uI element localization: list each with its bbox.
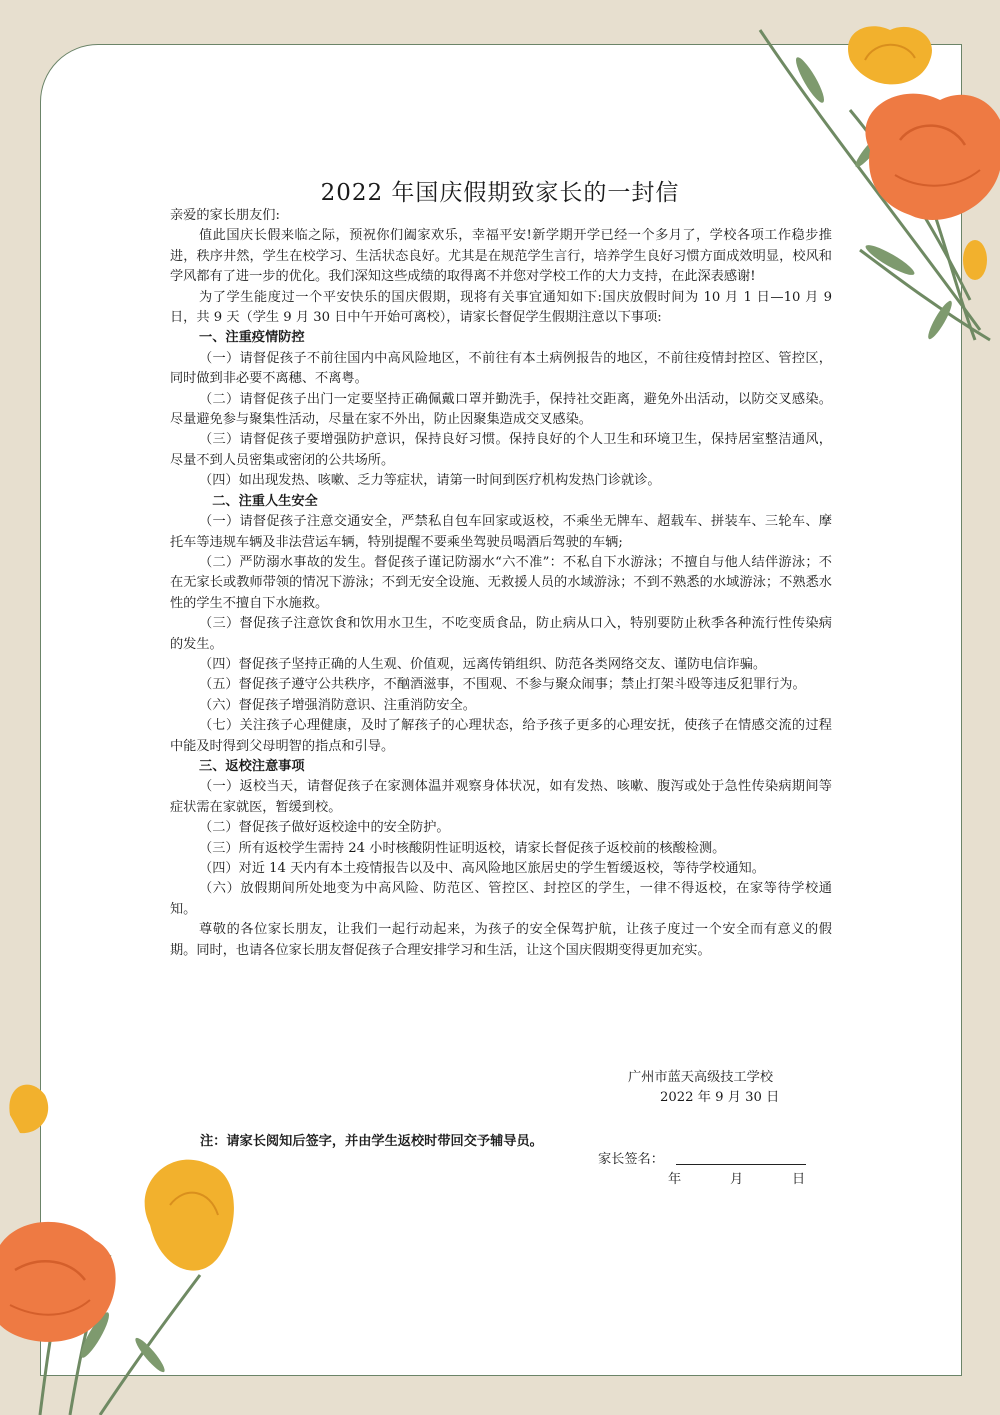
sign-day-label: 日: [792, 1172, 806, 1187]
school-name: 广州市蓝天高级技工学校: [628, 1070, 774, 1085]
sign-month-label: 月: [730, 1172, 744, 1187]
list-item: （六）督促孩子增强消防意识、注重消防安全。: [199, 697, 476, 713]
list-item: （一）返校当天，请督促孩子在家测体温并观察身体状况，如有发热、咳嗽、腹泻或处于急性传染病期间等症状需在家就医，暂缓到校。: [170, 779, 832, 815]
intro-paragraph: 值此国庆长假来临之际，预祝你们阖家欢乐，幸福平安!新学期开学已经一个多月了，学校各项工作稳步推进，秩序井然，学生在校学习、生活状态良好。尤其是在规范学生言行，培养学生良好习惯方面成效明显，校风和学风都有了进一步的优化。我们深知这些成绩的取得离不并您对学校工作的大力支持，在此深表感谢!: [170, 228, 832, 285]
sign-year-label: 年: [668, 1172, 682, 1187]
notice-paragraph: 为了学生能度过一个平安快乐的国庆假期，现将有关事宜通知如下:国庆放假时间为 10 月 1 日—10 月 9 日，共 9 天（学生 9 月 30 日中午开始可离校），请家长督促学生假期注意以下事项:: [170, 289, 832, 326]
list-item: （一）请督促孩子不前往国内中高风险地区，不前往有本土病例报告的地区，不前往疫情封控区、管控区，同时做到非必要不离穗、不离粤。: [170, 350, 832, 387]
section-heading-return: 三、返校注意事项: [199, 758, 305, 774]
list-item: （三）督促孩子注意饮食和饮用水卫生，不吃变质食品，防止病从口入，特别要防止秋季各种流行性传染病的发生。: [170, 616, 832, 652]
closing-paragraph: 尊敬的各位家长朋友，让我们一起行动起来，为孩子的安全保驾护航，让孩子度过一个安全而有意义的假期。同时，也请各位家长朋友督促孩子合理安排学习和生活，让这个国庆假期变得更加充实。: [170, 922, 832, 958]
list-item: （四）如出现发热、咳嗽、乏力等症状，请第一时间到医疗机构发热门诊就诊。: [199, 473, 661, 489]
letter-title: 2022 年国庆假期致家长的一封信: [320, 180, 680, 206]
letter-body: [170, 206, 832, 961]
list-item: （二）请督促孩子出门一定要坚持正确佩戴口罩并勤洗手，保持社交距离，避免外出活动，以防交叉感染。尽量避免参与聚集性活动，尽量在家不外出，防止因聚集造成交叉感染。: [170, 391, 832, 428]
list-item: （七）关注孩子心理健康，及时了解孩子的心理状态，给予孩子更多的心理安抚，使孩子在情感交流的过程中能及时得到父母明智的指点和引导。: [170, 718, 832, 754]
parent-signature-label: 家长签名：: [598, 1152, 664, 1167]
parent-signature-line[interactable]: [676, 1164, 806, 1165]
list-item: （六）放假期间所处地变为中高风险、防范区、管控区、封控区的学生，一律不得返校，在家等待学校通知。: [170, 881, 832, 917]
list-item: （四）对近 14 天内有本土疫情报告以及中、高风险地区旅居史的学生暂缓返校，等待学校通知。: [199, 861, 765, 876]
list-item: （五）督促孩子遵守公共秩序，不酗酒滋事，不围观、不参与聚众闹事；禁止打架斗殴等违反犯罪行为。: [199, 677, 806, 693]
greeting: 亲爱的家长朋友们:: [170, 208, 280, 223]
list-item: （二）督促孩子做好返校途中的安全防护。: [199, 820, 450, 836]
list-item: （三）所有返校学生需持 24 小时核酸阴性证明返校，请家长督促孩子返校前的核酸检测。: [199, 840, 726, 856]
return-note: 注：请家长阅知后签字，并由学生返校时带回交予辅导员。: [200, 1134, 543, 1149]
section-heading-epidemic: 一、注重疫情防控: [199, 330, 305, 346]
list-item: （三）请督促孩子要增强防护意识，保持良好习惯。保持良好的个人卫生和环境卫生，保持居室整洁通风，尽量不到人员密集或密闭的公共场所。: [170, 432, 832, 468]
section-heading-safety: 二、注重人生安全: [212, 493, 318, 509]
list-item: （二）严防溺水事故的发生。督促孩子谨记防溺水“六不准”：不私自下水游泳；不擅自与他人结伴游泳；不在无家长或教师带领的情况下游泳；不到无安全设施、无救援人员的水域游泳；不到不熟悉的水域游泳；不熟悉水性的学生不擅自下水施救。: [170, 554, 832, 611]
list-item: （一）请督促孩子注意交通安全，严禁私自包车回家或返校，不乘坐无牌车、超载车、拼装车、三轮车、摩托车等违规车辆及非法营运车辆，特别提醒不要乘坐驾驶员喝酒后驾驶的车辆;: [170, 514, 832, 550]
list-item: （四）督促孩子坚持正确的人生观、价值观，远离传销组织、防范各类网络交友、谨防电信诈骗。: [199, 656, 767, 672]
letter-date: 2022 年 9 月 30 日: [660, 1090, 780, 1105]
